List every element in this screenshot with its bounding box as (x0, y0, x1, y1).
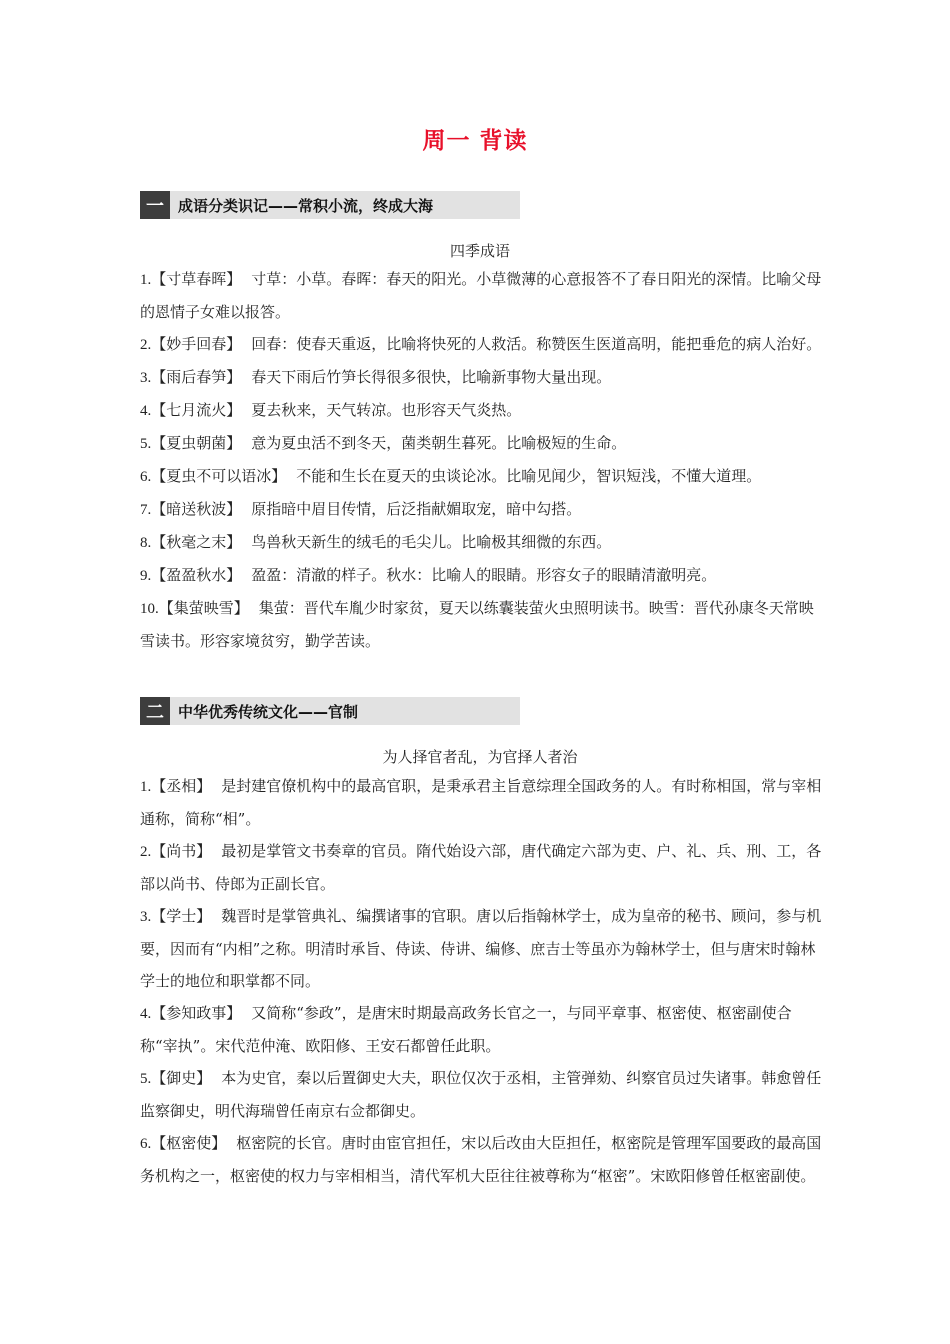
section-number: 二 (140, 697, 170, 725)
list-item (140, 592, 824, 657)
idiom-list (140, 263, 824, 657)
item-text: 原指暗中眉目传情，后泛指献媚取宠，暗中勾搭。 (251, 500, 582, 518)
item-text: 枢密院的长官。唐时由宦官担任，宋以后改由大臣担任，枢密院是管理军国要政的最高国务机构之一，枢密使的权力与宰相相当，清代军机大臣往往被尊称为“枢密”。宋欧阳修曾任枢密副使。 (140, 1134, 822, 1185)
item-term: 【夏虫朝菌】 (151, 434, 242, 452)
item-term: 【秋毫之末】 (151, 533, 242, 551)
item-term: 【丞相】 (151, 777, 212, 795)
item-number: 3. (140, 909, 152, 925)
item-number: 2. (140, 844, 152, 860)
item-text: 不能和生长在夏天的虫谈论冰。比喻见闻少，智识短浅，不懂大道理。 (296, 467, 762, 485)
item-term: 【妙手回春】 (151, 335, 242, 353)
item-text: 意为夏虫活不到冬天，菌类朝生暮死。比喻极短的生命。 (251, 434, 627, 452)
item-number: 10. (140, 601, 159, 617)
list-item (140, 526, 824, 559)
section-title: 成语分类识记——常积小流，终成大海 (178, 196, 434, 215)
item-number: 4. (140, 403, 152, 419)
list-item (140, 835, 824, 900)
item-term: 【盈盈秋水】 (151, 566, 242, 584)
list-item (140, 1062, 824, 1127)
item-text: 夏去秋来，天气转凉。也形容天气炎热。 (251, 401, 522, 419)
item-text: 回春：使春天重返，比喻将快死的人救活。称赞医生医道高明，能把垂危的病人治好。 (251, 335, 822, 353)
item-term: 【七月流火】 (151, 401, 242, 419)
list-item (140, 361, 824, 394)
list-item (140, 559, 824, 592)
section-title: 中华优秀传统文化——官制 (178, 702, 359, 721)
list-item (140, 493, 824, 526)
item-number: 5. (140, 436, 152, 452)
item-number: 2. (140, 337, 152, 353)
item-text: 盈盈：清澈的样子。秋水：比喻人的眼睛。形容女子的眼睛清澈明亮。 (251, 566, 717, 584)
subheading-seasonal-idioms: 四季成语 (449, 242, 510, 260)
item-number: 1. (140, 272, 152, 288)
item-text: 集萤：晋代车胤少时家贫，夏天以练囊装萤火虫照明读书。映雪：晋代孙康冬天常映雪读书。形容家境贫穷，勤学苦读。 (140, 599, 814, 650)
item-term: 【尚书】 (151, 842, 212, 860)
list-item (140, 328, 824, 361)
page-title: 周一 背读 (422, 128, 528, 154)
list-item (140, 427, 824, 460)
item-text: 鸟兽秋天新生的绒毛的毛尖儿。比喻极其细微的东西。 (251, 533, 612, 551)
item-term: 【寸草春晖】 (151, 270, 242, 288)
list-item (140, 900, 824, 997)
item-text: 魏晋时是掌管典礼、编撰诸事的官职。唐以后指翰林学士，成为皇帝的秘书、顾问，参与机要，因而有“内相”之称。明清时承旨、侍读、侍讲、编修、庶吉士等虽亦为翰林学士，但与唐宋时翰林学士的地位和职掌都不同。 (140, 907, 822, 990)
list-item (140, 263, 824, 328)
item-text: 春天下雨后竹笋长得很多很快，比喻新事物大量出现。 (251, 368, 612, 386)
item-number: 6. (140, 469, 152, 485)
item-number: 6. (140, 1136, 152, 1152)
item-number: 5. (140, 1071, 152, 1087)
item-term: 【御史】 (151, 1069, 212, 1087)
item-number: 4. (140, 1006, 152, 1022)
item-term: 【集萤映雪】 (158, 599, 249, 617)
item-number: 1. (140, 779, 152, 795)
item-number: 8. (140, 535, 152, 551)
item-term: 【暗送秋波】 (151, 500, 242, 518)
section-header-idioms (140, 191, 520, 219)
item-term: 【雨后春笋】 (151, 368, 242, 386)
item-text: 又简称“参政”，是唐宋时期最高政务长官之一，与同平章事、枢密使、枢密副使合称“宰执”。宋代范仲淹、欧阳修、王安石都曾任此职。 (140, 1004, 792, 1055)
item-term: 【学士】 (151, 907, 212, 925)
list-item (140, 997, 824, 1062)
item-text: 寸草：小草。春晖：春天的阳光。小草微薄的心意报答不了春日阳光的深情。比喻父母的恩情子女难以报答。 (140, 270, 822, 321)
item-number: 9. (140, 568, 152, 584)
list-item (140, 394, 824, 427)
item-text: 是封建官僚机构中的最高官职，是秉承君主旨意综理全国政务的人。有时称相国，常与宰相通称，简称“相”。 (140, 777, 822, 828)
item-term: 【夏虫不可以语冰】 (151, 467, 287, 485)
item-text: 本为史官，秦以后置御史大夫，职位仅次于丞相，主管弹劾、纠察官员过失诸事。韩愈曾任监察御史，明代海瑞曾任南京右佥都御史。 (140, 1069, 822, 1120)
item-term: 【枢密使】 (151, 1134, 227, 1152)
subheading-official-quote: 为人择官者乱，为官择人者治 (382, 748, 578, 766)
section-header-official-system (140, 697, 520, 725)
official-list (140, 770, 824, 1192)
list-item (140, 770, 824, 835)
list-item (140, 460, 824, 493)
list-item (140, 1127, 824, 1192)
item-text: 最初是掌管文书奏章的官员。隋代始设六部，唐代确定六部为吏、户、礼、兵、刑、工，各部以尚书、侍郎为正副长官。 (140, 842, 822, 893)
item-number: 7. (140, 502, 152, 518)
section-number: 一 (140, 191, 170, 219)
item-number: 3. (140, 370, 152, 386)
item-term: 【参知政事】 (151, 1004, 242, 1022)
